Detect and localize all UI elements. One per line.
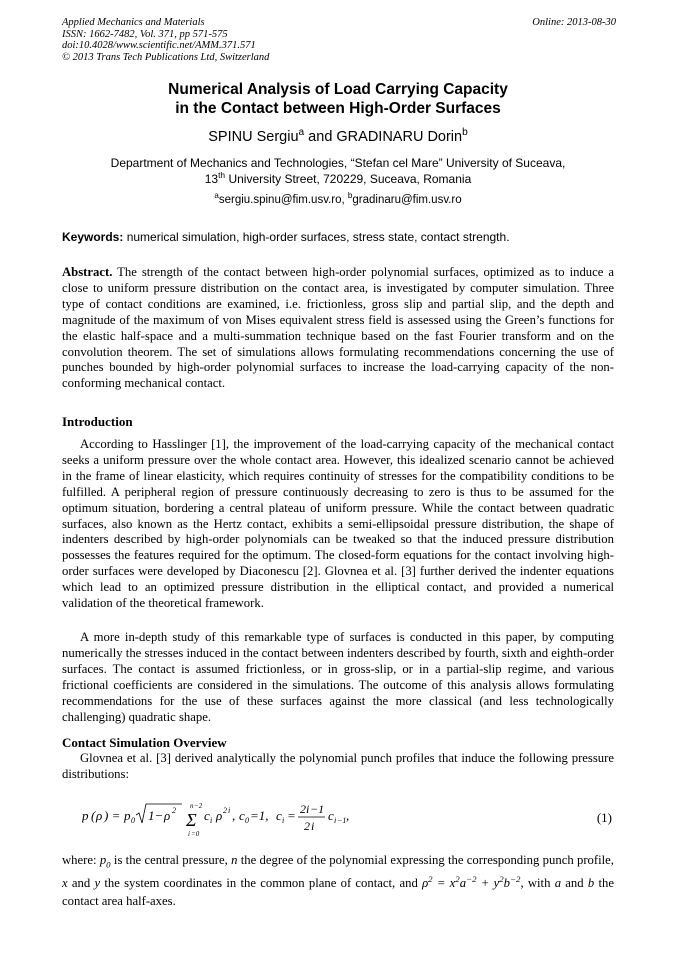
title-line-2: in the Contact between High-Order Surfaces (175, 100, 501, 117)
abstract (62, 265, 614, 392)
contact-simulation-para-1: Glovnea et al. [3] derived analytically the polynomial punch profiles that induce the following pressure distributions: (62, 751, 614, 781)
where-paragraph (62, 851, 614, 910)
introduction-heading: Introduction (62, 414, 133, 429)
svg-text:−1: −1 (337, 816, 347, 825)
abstract-text: The strength of the contact between high-order polynomial surfaces, optimized as to induce a close to uniform pressure distribution on the contact area, is investigated by computer simulation. Three type of contact conditions are examined, i.e. frictionless, gross slip and partial slip, and the depth and magnitude of the maximum of von Mises equivalent stress field is assessed using the Green’s functions for the elastic half-space and a multi-summation technique based on the fast Fourier transform and on the convolution theorem. The set of simulations allows formulating recommendations concerning the use of punches bounded by high-order polynomial surfaces to increase the load-carrying capacity of the non-conforming mechanical contact. (62, 265, 614, 391)
svg-text:(: ( (91, 808, 96, 823)
where-text-7: and (561, 875, 588, 890)
street-rest: University Street, 720229, Suceava, Romania (225, 172, 472, 186)
where-text-1: where: (62, 853, 100, 867)
svg-text:i: i (282, 816, 285, 825)
author-emails (62, 191, 614, 206)
svg-text:p: p (124, 808, 131, 823)
symbol-p0: $p_0$ (99, 853, 111, 870)
symbol-a: a (554, 875, 562, 890)
where-text-6: , with (520, 875, 555, 890)
affiliation-line-2 (62, 171, 614, 187)
svg-text:0: 0 (245, 816, 249, 825)
svg-text:Σ: Σ (186, 810, 197, 830)
symbol-x: x (62, 875, 68, 890)
keywords (62, 230, 614, 244)
email-a[interactable]: sergiu.spinu@fim.usv.ro, (218, 194, 348, 206)
svg-text:2: 2 (300, 802, 306, 816)
pressure-equation-graphic (82, 800, 382, 840)
svg-text:−2: −2 (194, 802, 203, 810)
svg-text:=: = (287, 808, 296, 823)
contact-simulation-heading: Contact Simulation Overview (62, 735, 227, 750)
keywords-text: numerical simulation, high-order surfaces, stress state, contact strength. (123, 230, 510, 244)
title-line-1: Numerical Analysis of Load Carrying Capacity (168, 81, 508, 98)
svg-text:,: , (346, 808, 350, 823)
email-b[interactable]: gradinaru@fim.usv.ro (352, 194, 462, 206)
symbol-rho-definition: $\rho^2 = x^2a^{-2} + y^2b^{-2}$ (422, 873, 521, 890)
symbol-n: n (231, 853, 238, 867)
svg-text:c: c (276, 808, 282, 823)
svg-text:c: c (328, 808, 334, 823)
where-text-4: and (67, 875, 95, 890)
where-text-2: is the central pressure, (110, 853, 232, 867)
doi-line: doi:10.4028/www.scientific.net/AMM.371.571 (62, 40, 256, 51)
svg-text:=0: =0 (191, 830, 200, 838)
running-header (62, 17, 269, 63)
email-b-sup: b (347, 191, 353, 201)
street-sup: th (218, 170, 226, 180)
svg-text:c: c (204, 808, 210, 823)
street-number: 13 (204, 172, 219, 186)
svg-text:i: i (306, 802, 310, 816)
svg-text:i: i (210, 816, 213, 825)
svg-text:p: p (82, 808, 89, 823)
svg-text:) =: ) = (104, 808, 121, 823)
svg-text:=1,: =1, (250, 808, 269, 823)
abstract-label: Abstract. (62, 265, 113, 279)
where-text-8: the contact area half-axes. (62, 875, 614, 908)
where-text-5: the system coordinates in the common plane of contact, and (100, 875, 423, 890)
online-date: Online: 2013-08-30 (532, 17, 616, 28)
svg-text:−1: −1 (310, 802, 325, 816)
svg-text:n: n (190, 802, 194, 810)
symbol-b: b (587, 875, 595, 890)
where-text-3: the degree of the polynomial expressing the corresponding punch profile, (237, 853, 614, 867)
equation-1 (62, 800, 614, 836)
svg-text:0: 0 (131, 816, 135, 825)
journal-name: Applied Mechanics and Materials (62, 17, 205, 28)
author-1-sup: a (298, 127, 305, 139)
copyright-line: © 2013 Trans Tech Publications Ltd, Switzerland (62, 51, 270, 63)
paper-title (62, 80, 614, 118)
author-and: and (304, 129, 337, 145)
svg-text:i: i (188, 830, 190, 838)
introduction-para-1: According to Hasslinger [1], the improvement of the load-carrying capacity of the mechanical contact seeks a uniform pressure over the whole contact area. However, this idealized scenario cannot be achieved in the frame of linear elasticity, which requires continuity of stresses for the compatibility conditions to be fulfilled. A peripheral region of pressure continuously decreasing to zero is thus to be assumed for the optimum situation, bordering a central plateau of uniform pressure. While the contact between quadratic surfaces, also known as the Hertz contact, exhibits a semi-ellipsoidal pressure distribution, the shape of indenters described by high-order polynomials can be tweaked so that the induced pressure distribution possesses the features required for the optimum. The closed-form equations for the contact involving high-order surfaces were developed by Diaconescu [2]. Glovnea et al. [3] further derived the indenter equations which lead to an optimized pressure distribution in the elliptical contact, and provided a numerical validation of the theoretical framework. (62, 437, 614, 611)
svg-text:i: i (334, 816, 337, 825)
affiliation (62, 155, 614, 187)
svg-text:2: 2 (304, 819, 310, 833)
svg-text:c: c (239, 808, 245, 823)
email-a-sup: a (214, 191, 219, 201)
svg-text:1−: 1− (148, 808, 164, 823)
svg-text:,: , (232, 808, 236, 823)
svg-text:i: i (228, 806, 231, 815)
svg-text:ρ: ρ (216, 808, 223, 823)
author-list (62, 129, 614, 145)
issn-line: ISSN: 1662-7482, Vol. 371, pp 571-575 (62, 28, 228, 40)
svg-text:i: i (311, 819, 315, 833)
svg-text:ρ: ρ (96, 808, 103, 823)
svg-text:ρ: ρ (164, 808, 171, 823)
author-1: SPINU Sergiu (208, 129, 299, 145)
symbol-y: y (94, 875, 101, 890)
author-2: GRADINARU Dorin (336, 129, 463, 145)
affiliation-line-1: Department of Mechanics and Technologies, “Stefan cel Mare” University of Suceava, (110, 156, 566, 170)
introduction-para-2: A more in-depth study of this remarkable type of surfaces is conducted in this paper, by computing numerically the stresses induced in the contact between indenters described by fourth, sixth and eighth-order surfaces. The contact is assumed frictionless, or in gross-slip, or in a partial-slip regime, and various frictional coefficients are considered in the simulations. The outcome of this analysis allows formulating recommendations for the use of these surfaces against the more classical (and less technologically challenging) quadratic shape. (62, 630, 614, 724)
svg-text:2: 2 (223, 806, 227, 815)
author-2-sup: b (462, 127, 468, 139)
svg-text:2: 2 (172, 806, 176, 815)
equation-number: (1) (596, 810, 612, 825)
keywords-label: Keywords: (62, 230, 124, 244)
